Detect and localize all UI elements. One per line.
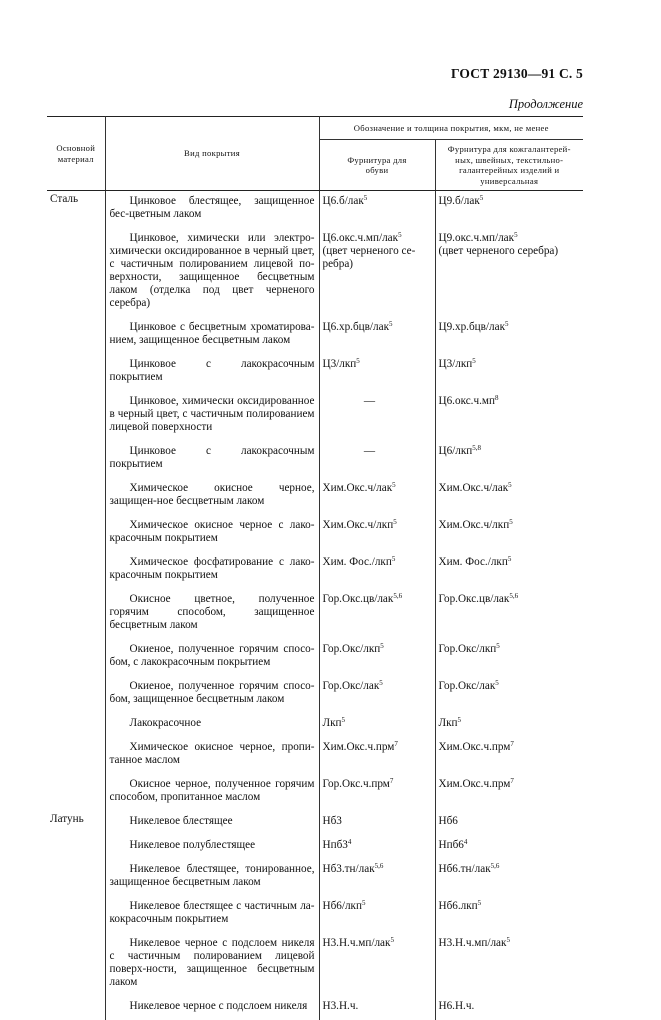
- cell-material: [47, 317, 105, 354]
- cell-universal-footnote-ref: 5: [496, 642, 500, 650]
- cell-coating-type: Химическое окисное черное с лако-красочным покрытием: [105, 515, 319, 552]
- table-row: [47, 317, 583, 354]
- cell-universal-footnote-ref: 5,6: [491, 862, 500, 870]
- cell-footwear-note: (цвет черненого се-ребра): [323, 245, 416, 270]
- cell-universal-footnote-ref: 5: [480, 194, 484, 202]
- cell-footwear: [319, 811, 435, 835]
- cell-coating-type: Цинковое с лакокрасочным покрытием: [105, 441, 319, 478]
- cell-material: [47, 589, 105, 639]
- cell-footwear-designation: Ц3/лкп: [323, 358, 357, 370]
- cell-footwear-footnote-ref: 5: [392, 555, 396, 563]
- cell-material: [47, 228, 105, 317]
- cell-footwear-footnote-ref: 5: [342, 716, 346, 724]
- cell-footwear-designation: Гор.Окс/лак: [323, 680, 380, 692]
- cell-footwear-designation: Гор.Окс/лкп: [323, 643, 381, 655]
- cell-footwear: [319, 859, 435, 896]
- cell-universal: [435, 354, 583, 391]
- cell-universal-footnote-ref: 8: [495, 394, 499, 402]
- cell-coating-type: Цинковое, химически оксидированное в черный цвет, с частичным полированием лицевой поверхности: [105, 391, 319, 441]
- cell-universal: [435, 317, 583, 354]
- cell-universal: [435, 441, 583, 478]
- cell-universal: [435, 391, 583, 441]
- cell-footwear-footnote-ref: 5: [392, 481, 396, 489]
- cell-universal-footnote-ref: 5: [514, 231, 518, 239]
- cell-universal-designation: Ц9.б/лак: [439, 195, 480, 207]
- cell-footwear-footnote-ref: 5: [356, 357, 360, 365]
- cell-universal: [435, 933, 583, 996]
- col-header-haberdashery: Фурнитура для кожгалантерей-ных, швейных, текстильно-галантерейных изделий и универсальная: [435, 140, 583, 191]
- table-row: [47, 515, 583, 552]
- cell-universal: [435, 774, 583, 811]
- cell-material: [47, 933, 105, 996]
- table-row: [47, 552, 583, 589]
- cell-universal-designation: Ц9.хр.бцв/лак: [439, 321, 506, 333]
- table-row: [47, 859, 583, 896]
- cell-universal-footnote-ref: 5: [506, 936, 510, 944]
- cell-coating-type: Никелевое блестящее: [105, 811, 319, 835]
- cell-universal-designation: Гор.Окс/лак: [439, 680, 496, 692]
- table-row: [47, 676, 583, 713]
- cell-universal-note: (цвет черненого серебра): [439, 245, 559, 257]
- cell-material: [47, 515, 105, 552]
- cell-universal-designation: Хим.Окс.ч/лкп: [439, 519, 510, 531]
- cell-coating-type: Никелевое черное с подслоем никеля с частичным полированием лицевой поверх-ности, защищенное бесцветным лаком: [105, 933, 319, 996]
- cell-footwear: [319, 713, 435, 737]
- table-row: [47, 639, 583, 676]
- cell-universal-designation: Нб6.лкп: [439, 900, 478, 912]
- cell-universal: [435, 228, 583, 317]
- cell-coating-type: Химическое фосфатирование с лако-красочным покрытием: [105, 552, 319, 589]
- cell-footwear-footnote-ref: 7: [394, 740, 398, 748]
- cell-footwear-designation: Хим.Окс.ч.прм: [323, 741, 395, 753]
- cell-universal-footnote-ref: 5: [505, 320, 509, 328]
- cell-footwear-footnote-ref: 5,6: [375, 862, 384, 870]
- cell-footwear: [319, 896, 435, 933]
- cell-universal-designation: Ц6.окс.ч.мп: [439, 395, 495, 407]
- cell-footwear-footnote-ref: 5: [364, 194, 368, 202]
- cell-footwear-designation: Хим.Окс.ч/лак: [323, 482, 393, 494]
- cell-universal-designation: Н3.Н.ч.мп/лак: [439, 937, 507, 949]
- cell-universal: [435, 589, 583, 639]
- table-row: [47, 896, 583, 933]
- cell-footwear: [319, 191, 435, 229]
- cell-footwear: [319, 552, 435, 589]
- cell-footwear-footnote-ref: 4: [348, 838, 352, 846]
- coatings-table: [47, 116, 583, 1020]
- cell-footwear: [319, 354, 435, 391]
- cell-footwear-designation: Нб3.тн/лак: [323, 863, 375, 875]
- cell-material: [47, 441, 105, 478]
- cell-universal: [435, 811, 583, 835]
- cell-universal-footnote-ref: 5: [458, 716, 462, 724]
- cell-footwear-designation: Н3.Н.ч.: [323, 1000, 359, 1012]
- cell-universal-footnote-ref: 5,6: [509, 592, 518, 600]
- cell-coating-type: Никелевое полублестящее: [105, 835, 319, 859]
- cell-footwear-designation: Гор.Окс.ч.прм: [323, 778, 390, 790]
- cell-footwear: [319, 774, 435, 811]
- cell-coating-type: Окиеное, полученное горячим спосо-бом, защищенное бесцветным лаком: [105, 676, 319, 713]
- cell-universal: [435, 515, 583, 552]
- cell-universal-designation: Хим. Фос./лкп: [439, 556, 508, 568]
- table-row: [47, 391, 583, 441]
- cell-coating-type: Цинковое, химически или электро-химически оксидированное в черный цвет, с частичным полированием лицевой по-верхности, защищенное бесцветным лаком (отделка под цвет черненого серебра): [105, 228, 319, 317]
- cell-coating-type: Никелевое блестящее, тонированное, защищенное бесцветным лаком: [105, 859, 319, 896]
- cell-coating-type: Окисное черное, полученное горячим способом, пропитанное маслом: [105, 774, 319, 811]
- cell-material: [47, 713, 105, 737]
- table-row: [47, 589, 583, 639]
- cell-universal-designation: Хим.Окс.ч.прм: [439, 741, 511, 753]
- table-row: [47, 996, 583, 1020]
- cell-footwear: [319, 639, 435, 676]
- cell-universal-footnote-ref: 5,8: [472, 444, 481, 452]
- table-row: [47, 713, 583, 737]
- table-row: [47, 933, 583, 996]
- cell-footwear-designation: Нб6/лкп: [323, 900, 362, 912]
- cell-universal-designation: Гор.Окс/лкп: [439, 643, 497, 655]
- cell-material: Латунь: [47, 811, 105, 835]
- cell-material: [47, 774, 105, 811]
- table-row: [47, 835, 583, 859]
- cell-footwear: [319, 478, 435, 515]
- cell-footwear-designation: Нб3: [323, 815, 342, 827]
- cell-footwear: [319, 317, 435, 354]
- cell-universal: [435, 996, 583, 1020]
- cell-material: [47, 737, 105, 774]
- cell-universal: [435, 552, 583, 589]
- cell-footwear-footnote-ref: 7: [390, 777, 394, 785]
- cell-coating-type: Химическое окисное черное, защищен-ное бесцветным лаком: [105, 478, 319, 515]
- cell-footwear-designation: —: [323, 445, 433, 458]
- cell-material: [47, 478, 105, 515]
- col-header-coating-type: Вид покрытия: [105, 117, 319, 191]
- cell-universal-footnote-ref: 5: [478, 899, 482, 907]
- cell-universal-designation: Ц6/лкп: [439, 445, 473, 457]
- cell-material: Сталь: [47, 191, 105, 229]
- cell-footwear-footnote-ref: 5: [398, 231, 402, 239]
- cell-footwear-footnote-ref: 5,6: [393, 592, 402, 600]
- cell-universal-designation: Ц9.окс.ч.мп/лак: [439, 232, 515, 244]
- cell-universal: [435, 676, 583, 713]
- cell-footwear-designation: —: [323, 395, 433, 408]
- cell-coating-type: Цинковое блестящее, защищенное бес-цветным лаком: [105, 191, 319, 229]
- cell-coating-type: Лакокрасочное: [105, 713, 319, 737]
- cell-universal-designation: Лкп: [439, 717, 458, 729]
- cell-universal-designation: Нпб6: [439, 839, 464, 851]
- cell-material: [47, 896, 105, 933]
- col-header-designation-group: Обозначение и толщина покрытия, мкм, не менее: [319, 117, 583, 140]
- cell-universal-footnote-ref: 5: [509, 518, 513, 526]
- cell-coating-type: Никелевое блестящее с частичным ла-кокрасочным покрытием: [105, 896, 319, 933]
- cell-coating-type: Цинковое с лакокрасочным покрытием: [105, 354, 319, 391]
- cell-universal-footnote-ref: 5: [495, 679, 499, 687]
- col-header-footwear: Фурнитура для обуви: [319, 140, 435, 191]
- cell-universal-designation: Нб6.тн/лак: [439, 863, 491, 875]
- cell-universal: [435, 859, 583, 896]
- col-header-material: Основной материал: [47, 117, 105, 191]
- cell-material: [47, 996, 105, 1020]
- cell-universal: [435, 639, 583, 676]
- cell-footwear: [319, 996, 435, 1020]
- cell-universal-designation: Нб6: [439, 815, 458, 827]
- cell-footwear-designation: Нпб3: [323, 839, 348, 851]
- table-row: [47, 774, 583, 811]
- cell-footwear-footnote-ref: 5: [379, 679, 383, 687]
- table-row: [47, 228, 583, 317]
- cell-coating-type: Окиеное, полученное горячим спосо-бом, с лакокрасочным покрытием: [105, 639, 319, 676]
- table-row: [47, 354, 583, 391]
- cell-universal-footnote-ref: 7: [510, 777, 514, 785]
- cell-coating-type: Окисное цветное, полученное горячим способом, защищенное бесцветным лаком: [105, 589, 319, 639]
- cell-footwear: [319, 589, 435, 639]
- cell-universal-footnote-ref: 5: [472, 357, 476, 365]
- cell-material: [47, 354, 105, 391]
- cell-coating-type: Никелевое черное с подслоем никеля: [105, 996, 319, 1020]
- cell-material: [47, 639, 105, 676]
- cell-universal-footnote-ref: 5: [508, 481, 512, 489]
- cell-footwear-designation: Гор.Окс.цв/лак: [323, 593, 394, 605]
- table-row: [47, 737, 583, 774]
- cell-footwear-footnote-ref: 5: [393, 518, 397, 526]
- cell-material: [47, 676, 105, 713]
- cell-coating-type: Цинковое с бесцветным хроматирова-нием, защищенное бесцветным лаком: [105, 317, 319, 354]
- cell-footwear: [319, 391, 435, 441]
- table-row: [47, 478, 583, 515]
- cell-universal: [435, 835, 583, 859]
- cell-universal-designation: Хим.Окс.ч.прм: [439, 778, 511, 790]
- cell-universal: [435, 191, 583, 229]
- cell-universal-footnote-ref: 5: [508, 555, 512, 563]
- table-row: [47, 441, 583, 478]
- cell-material: [47, 391, 105, 441]
- cell-universal-footnote-ref: 4: [464, 838, 468, 846]
- cell-footwear: [319, 933, 435, 996]
- table-body: [47, 191, 583, 1020]
- cell-footwear: [319, 515, 435, 552]
- cell-universal: [435, 478, 583, 515]
- cell-footwear-designation: Хим. Фос./лкп: [323, 556, 392, 568]
- cell-footwear-designation: Ц6.окс.ч.мп/лак: [323, 232, 399, 244]
- cell-universal-designation: Н6.Н.ч.: [439, 1000, 475, 1012]
- cell-footwear: [319, 835, 435, 859]
- cell-material: [47, 835, 105, 859]
- cell-footwear: [319, 441, 435, 478]
- cell-material: [47, 552, 105, 589]
- cell-footwear-designation: Ц6.б/лак: [323, 195, 364, 207]
- cell-footwear-designation: Н3.Н.ч.мп/лак: [323, 937, 391, 949]
- cell-footwear-designation: Ц6.хр.бцв/лак: [323, 321, 390, 333]
- cell-footwear-footnote-ref: 5: [389, 320, 393, 328]
- cell-footwear-footnote-ref: 5: [390, 936, 394, 944]
- cell-material: [47, 859, 105, 896]
- cell-universal-footnote-ref: 7: [510, 740, 514, 748]
- cell-footwear: [319, 676, 435, 713]
- cell-footwear-designation: Хим.Окс.ч/лкп: [323, 519, 394, 531]
- cell-footwear-footnote-ref: 5: [380, 642, 384, 650]
- cell-universal: [435, 896, 583, 933]
- table-row: [47, 811, 583, 835]
- table-row: [47, 191, 583, 229]
- cell-footwear: [319, 228, 435, 317]
- cell-universal-designation: Ц3/лкп: [439, 358, 473, 370]
- cell-universal: [435, 737, 583, 774]
- cell-footwear-footnote-ref: 5: [362, 899, 366, 907]
- cell-universal-designation: Хим.Окс.ч/лак: [439, 482, 509, 494]
- cell-coating-type: Химическое окисное черное, пропи-танное маслом: [105, 737, 319, 774]
- page-header: ГОСТ 29130—91 С. 5: [451, 66, 583, 82]
- cell-footwear-designation: Лкп: [323, 717, 342, 729]
- cell-universal-designation: Гор.Окс.цв/лак: [439, 593, 510, 605]
- cell-footwear: [319, 737, 435, 774]
- continuation-label: Продолжение: [509, 97, 583, 112]
- cell-universal: [435, 713, 583, 737]
